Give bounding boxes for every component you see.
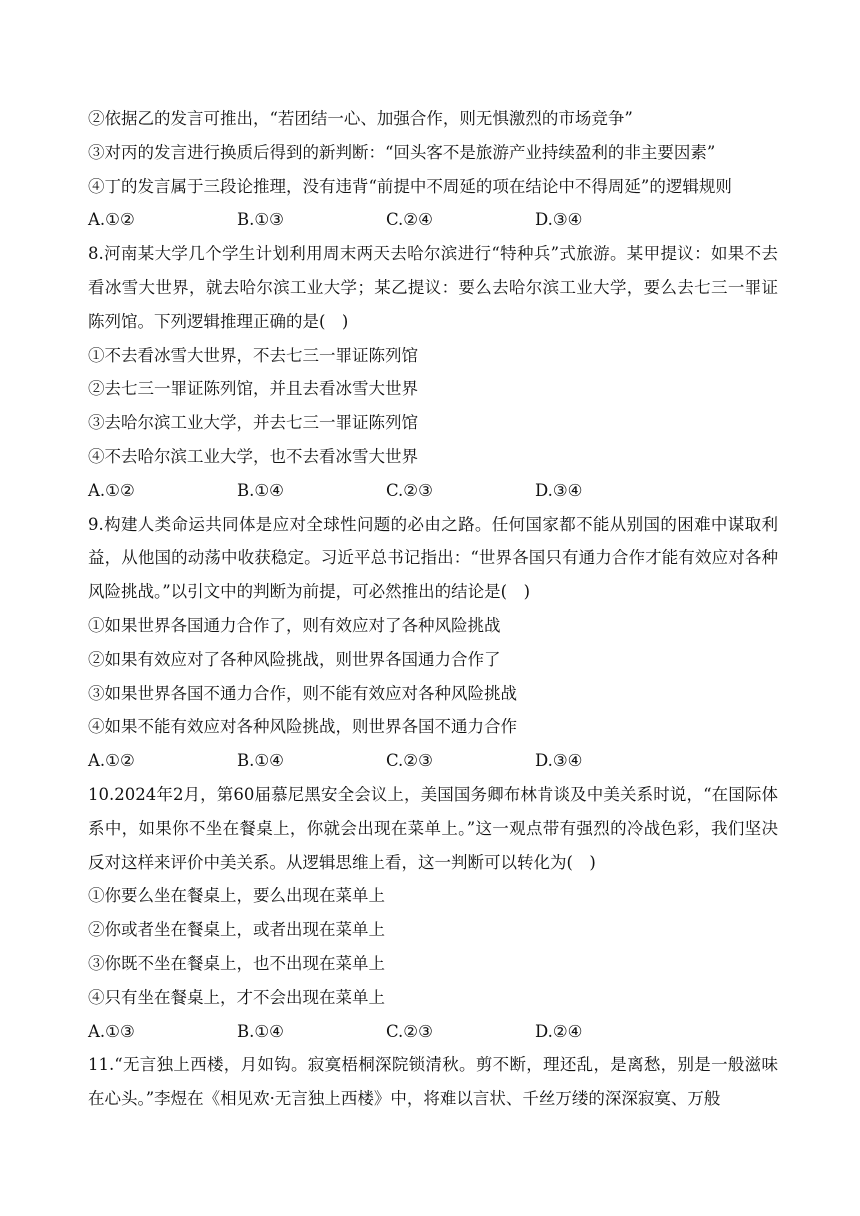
q9-option-c[interactable]: C.②③ (386, 751, 433, 771)
q10-option-b[interactable]: B.①④ (237, 1021, 284, 1041)
q9-options (88, 744, 778, 778)
q7-statement-4: ④丁的发言属于三段论推理，没有违背“前提中不周延的项在结论中不得周延”的逻辑规则 (88, 176, 732, 196)
q9-option-d[interactable]: D.③④ (535, 751, 583, 771)
q9-statement-2: ②如果有效应对了各种风险挑战，则世界各国通力合作了 (88, 649, 501, 669)
q10-option-a[interactable]: A.①③ (88, 1021, 135, 1041)
q8-statement-3: ③去哈尔滨工业大学，并去七三一罪证陈列馆 (88, 413, 418, 433)
q9-statement-1: ①如果世界各国通力合作了，则有效应对了各种风险挑战 (88, 615, 501, 635)
q7-option-a[interactable]: A.①② (88, 210, 135, 230)
q8-option-c[interactable]: C.②③ (386, 480, 433, 500)
q9-option-b[interactable]: B.①④ (237, 751, 284, 771)
q10-statement-4: ④只有坐在餐桌上，才不会出现在菜单上 (88, 987, 385, 1007)
q7-option-d[interactable]: D.③④ (535, 210, 583, 230)
q10-statement-3: ③你既不坐在餐桌上，也不出现在菜单上 (88, 953, 385, 973)
q7-option-b[interactable]: B.①③ (237, 210, 284, 230)
q9-statement-4: ④如果不能有效应对各种风险挑战，则世界各国不通力合作 (88, 717, 517, 737)
q8-options (88, 474, 778, 508)
q9-option-a[interactable]: A.①② (88, 751, 135, 771)
q9-stem: 9.构建人类命运共同体是应对全球性问题的必由之路。任何国家都不能从别国的困难中谋取利益，从他国的动荡中收获稳定。习近平总书记指出：“世界各国只有通力合作才能有效应对各种风险挑战。”以引文中的判断为前提，可必然推出的结论是( ) (88, 514, 778, 602)
q8-statement-2: ②去七三一罪证陈列馆，并且去看冰雪大世界 (88, 379, 418, 399)
q8-option-d[interactable]: D.③④ (535, 480, 583, 500)
q8-statement-1: ①不去看冰雪大世界，不去七三一罪证陈列馆 (88, 345, 418, 365)
q10-statement-1: ①你要么坐在餐桌上，要么出现在菜单上 (88, 886, 385, 906)
q9-statement-3: ③如果世界各国不通力合作，则不能有效应对各种风险挑战 (88, 683, 517, 703)
q10-option-c[interactable]: C.②③ (386, 1021, 433, 1041)
q8-option-a[interactable]: A.①② (88, 480, 135, 500)
q10-statement-2: ②你或者坐在餐桌上，或者出现在菜单上 (88, 920, 385, 940)
q8-stem: 8.河南某大学几个学生计划利用周末两天去哈尔滨进行“特种兵”式旅游。某甲提议：如果不去看冰雪大世界，就去哈尔滨工业大学；某乙提议：要么去哈尔滨工业大学，要么去七三一罪证陈列馆。下列逻辑推理正确的是( ) (88, 244, 778, 331)
q7-option-c[interactable]: C.②④ (386, 210, 433, 230)
page-content (88, 102, 778, 1116)
q7-statement-3: ③对丙的发言进行换质后得到的新判断：“回头客不是旅游产业持续盈利的非主要因素” (88, 142, 716, 162)
q10-stem: 10.2024年2月，第60届慕尼黑安全会议上，美国国务卿布林肯谈及中美关系时说，“在国际体系中，如果你不坐在餐桌上，你就会出现在菜单上。”这一观点带有强烈的冷战色彩，我们坚决反对这样来评价中美关系。从逻辑思维上看，这一判断可以转化为( ) (88, 784, 778, 872)
q10-option-d[interactable]: D.②④ (535, 1021, 583, 1041)
q7-options (88, 203, 778, 237)
q11-stem: 11.“无言独上西楼，月如钩。寂寞梧桐深院锁清秋。剪不断，理还乱，是离愁，别是一般滋味在心头。”李煜在《相见欢·无言独上西楼》中，将难以言状、千丝万缕的深深寂寞、万般 (88, 1055, 778, 1109)
q7-statement-2: ②依据乙的发言可推出，“若团结一心、加强合作，则无惧激烈的市场竞争” (88, 109, 633, 128)
q10-options (88, 1015, 778, 1049)
q8-option-b[interactable]: B.①④ (237, 480, 284, 500)
q8-statement-4: ④不去哈尔滨工业大学，也不去看冰雪大世界 (88, 446, 418, 466)
